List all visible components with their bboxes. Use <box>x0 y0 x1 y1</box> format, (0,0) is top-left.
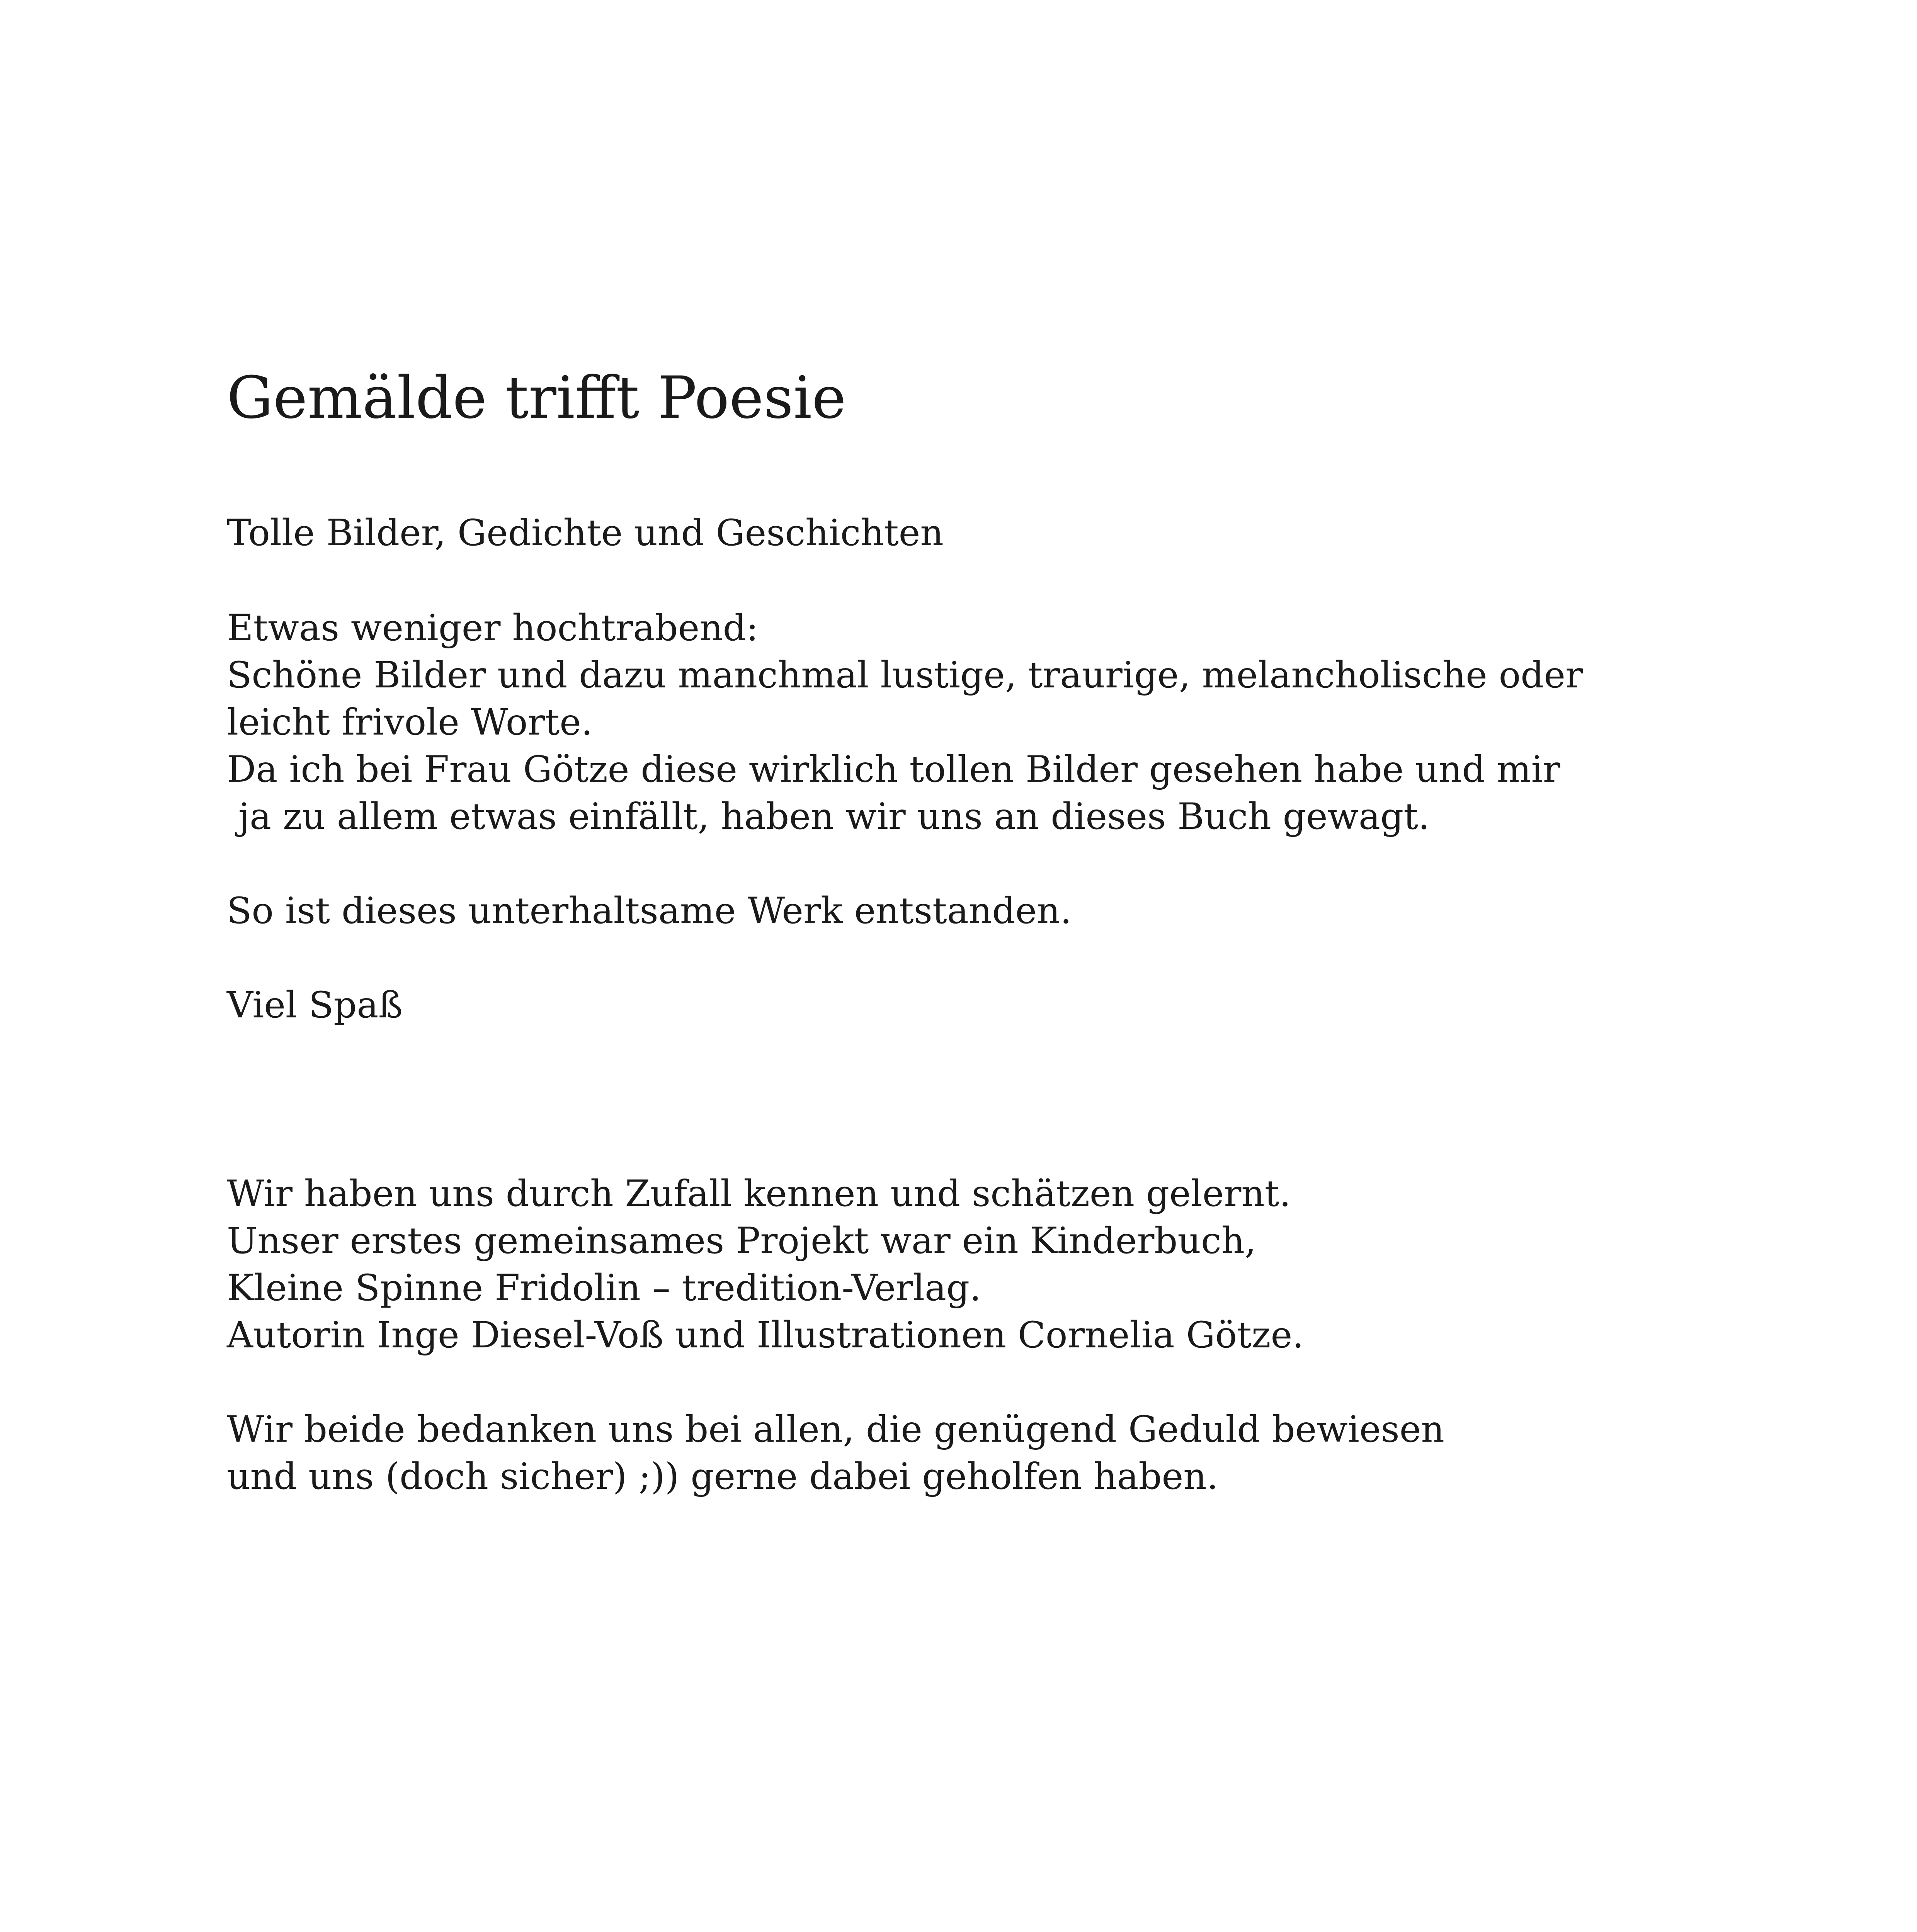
about-line: Wir haben uns durch Zufall kennen und schätzen gelernt. <box>227 1173 1291 1215</box>
subtitle: Tolle Bilder, Gedichte und Geschichten <box>227 512 944 554</box>
closing-greeting: Viel Spaß <box>227 984 403 1026</box>
about-line: Autorin Inge Diesel-Voß und Illustrationen Cornelia Götze. <box>227 1314 1304 1356</box>
intro-line: leicht frivole Worte. <box>227 701 593 743</box>
origin-line: So ist dieses unterhaltsame Werk entstanden. <box>227 890 1072 932</box>
page-title: Gemälde trifft Poesie <box>227 364 846 432</box>
intro-line: Da ich bei Frau Götze diese wirklich tollen Bilder gesehen habe und mir <box>227 748 1560 791</box>
intro-line: Schöne Bilder und dazu manchmal lustige, traurige, melancholische oder <box>227 654 1583 696</box>
about-line: Unser erstes gemeinsames Projekt war ein Kinderbuch, <box>227 1220 1257 1262</box>
about-line: Kleine Spinne Fridolin – tredition-Verlag. <box>227 1267 981 1309</box>
thanks-line: und uns (doch sicher) ;)) gerne dabei geholfen haben. <box>227 1456 1218 1498</box>
intro-line: Etwas weniger hochtrabend: <box>227 607 759 649</box>
intro-line: ja zu allem etwas einfällt, haben wir uns an dieses Buch gewagt. <box>227 796 1430 838</box>
thanks-line: Wir beide bedanken uns bei allen, die genügend Geduld bewiesen <box>227 1408 1444 1451</box>
